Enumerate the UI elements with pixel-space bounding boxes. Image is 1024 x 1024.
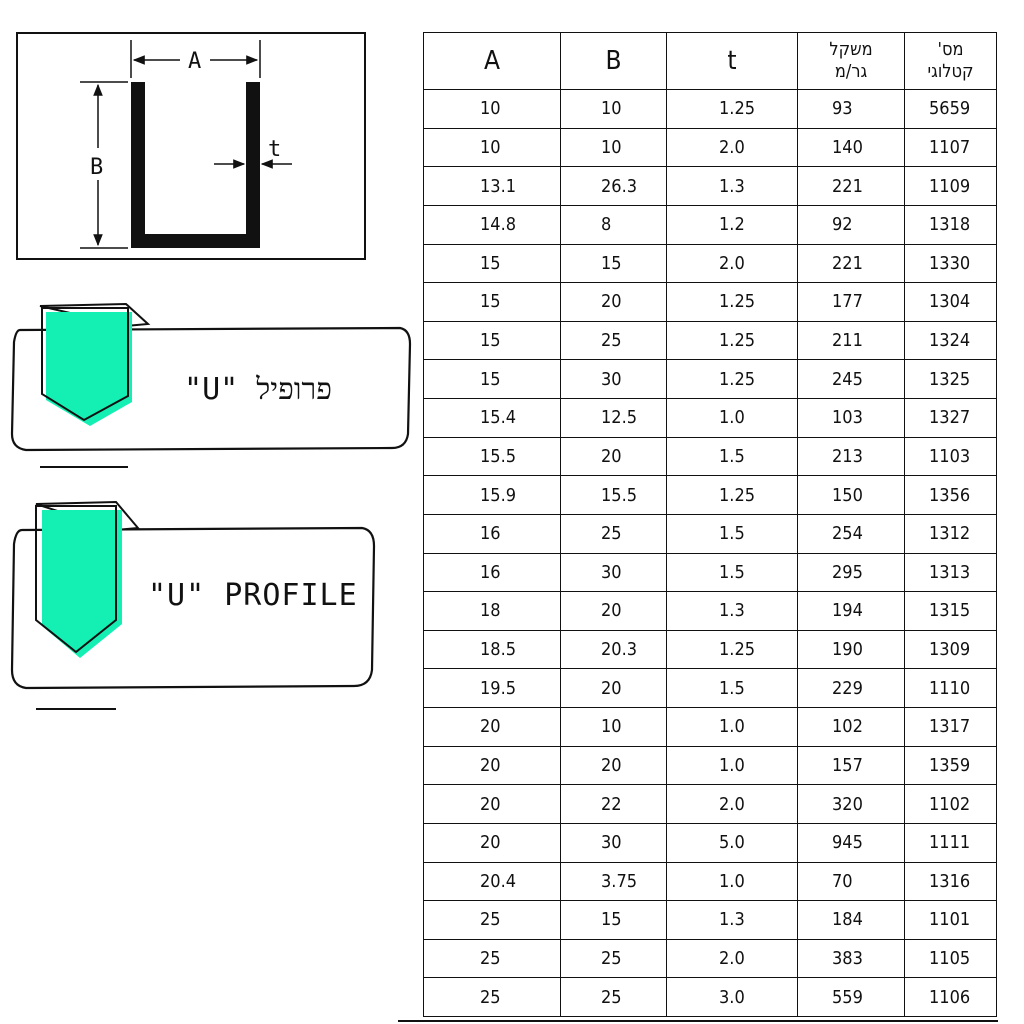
table-row <box>424 708 997 747</box>
cell-b: 30 <box>561 360 667 399</box>
table-row <box>424 399 997 438</box>
header-b: B <box>561 33 667 90</box>
english-title: "U" PROFILE <box>148 578 358 613</box>
table-row <box>424 321 997 360</box>
cell-t: 1.25 <box>667 360 798 399</box>
cell-weight: 221 <box>798 167 905 206</box>
table-row <box>424 167 997 206</box>
cell-catalog: 1109 <box>905 167 997 206</box>
cell-weight: 320 <box>798 785 905 824</box>
bottom-rule <box>398 1020 998 1022</box>
cell-a: 15 <box>424 283 561 322</box>
cell-catalog: 1107 <box>905 128 997 167</box>
cell-catalog: 1101 <box>905 901 997 940</box>
cell-a: 10 <box>424 128 561 167</box>
cell-a: 16 <box>424 514 561 553</box>
cell-b: 12.5 <box>561 399 667 438</box>
cell-catalog: 1324 <box>905 321 997 360</box>
cell-catalog: 1313 <box>905 553 997 592</box>
cell-b: 25 <box>561 321 667 360</box>
cell-catalog: 1102 <box>905 785 997 824</box>
cell-t: 1.2 <box>667 205 798 244</box>
cell-catalog: 1318 <box>905 205 997 244</box>
header-weight-line1: משקל <box>829 39 873 60</box>
cell-catalog: 1309 <box>905 630 997 669</box>
cell-catalog: 1327 <box>905 399 997 438</box>
table-body <box>424 90 997 1017</box>
cell-weight: 945 <box>798 823 905 862</box>
profile-diagram <box>16 32 366 260</box>
header-catalog-line2: קטלוגי <box>927 61 974 82</box>
cell-weight: 102 <box>798 708 905 747</box>
cell-t: 1.0 <box>667 708 798 747</box>
cell-t: 5.0 <box>667 823 798 862</box>
cell-b: 26.3 <box>561 167 667 206</box>
cell-a: 25 <box>424 978 561 1017</box>
hebrew-title-banner <box>8 300 418 470</box>
cell-b: 25 <box>561 978 667 1017</box>
cell-weight: 150 <box>798 476 905 515</box>
cell-a: 15.4 <box>424 399 561 438</box>
cell-weight: 229 <box>798 669 905 708</box>
cell-b: 25 <box>561 939 667 978</box>
header-catalog-line1: מס' <box>937 39 964 60</box>
cell-t: 2.0 <box>667 244 798 283</box>
cell-t: 1.5 <box>667 437 798 476</box>
cell-catalog: 1316 <box>905 862 997 901</box>
cell-b: 10 <box>561 90 667 129</box>
table-row <box>424 128 997 167</box>
table-row <box>424 360 997 399</box>
cell-weight: 184 <box>798 901 905 940</box>
u-profile-shape <box>131 82 260 248</box>
cell-a: 20.4 <box>424 862 561 901</box>
header-t: t <box>667 33 798 90</box>
cell-catalog: 1325 <box>905 360 997 399</box>
cell-weight: 140 <box>798 128 905 167</box>
table-row <box>424 553 997 592</box>
table-row <box>424 437 997 476</box>
profile-spec-table <box>423 32 997 1017</box>
cell-t: 1.3 <box>667 167 798 206</box>
cell-b: 30 <box>561 553 667 592</box>
cell-weight: 190 <box>798 630 905 669</box>
table-row <box>424 939 997 978</box>
cell-b: 22 <box>561 785 667 824</box>
cell-t: 1.25 <box>667 476 798 515</box>
cell-t: 1.5 <box>667 669 798 708</box>
cell-a: 25 <box>424 939 561 978</box>
cell-catalog: 1317 <box>905 708 997 747</box>
cell-b: 15 <box>561 244 667 283</box>
cell-t: 2.0 <box>667 785 798 824</box>
cell-t: 3.0 <box>667 978 798 1017</box>
table-row <box>424 244 997 283</box>
table-row <box>424 785 997 824</box>
cell-b: 20 <box>561 669 667 708</box>
cell-t: 1.0 <box>667 862 798 901</box>
table-row <box>424 514 997 553</box>
cell-weight: 245 <box>798 360 905 399</box>
table-row <box>424 901 997 940</box>
cell-weight: 213 <box>798 437 905 476</box>
english-title-banner <box>8 498 380 710</box>
cell-catalog: 5659 <box>905 90 997 129</box>
cell-a: 20 <box>424 746 561 785</box>
cell-t: 2.0 <box>667 939 798 978</box>
table-row <box>424 823 997 862</box>
table-header-row <box>424 33 997 90</box>
cell-a: 15 <box>424 244 561 283</box>
cell-a: 14.8 <box>424 205 561 244</box>
cell-b: 20 <box>561 437 667 476</box>
cell-a: 20 <box>424 708 561 747</box>
cell-catalog: 1111 <box>905 823 997 862</box>
divider <box>40 466 128 468</box>
cell-b: 20 <box>561 283 667 322</box>
cell-weight: 559 <box>798 978 905 1017</box>
table-row <box>424 862 997 901</box>
cell-t: 1.0 <box>667 746 798 785</box>
cell-weight: 211 <box>798 321 905 360</box>
header-weight <box>798 33 905 90</box>
cell-a: 18 <box>424 592 561 631</box>
table-row <box>424 476 997 515</box>
cell-weight: 221 <box>798 244 905 283</box>
cell-weight: 254 <box>798 514 905 553</box>
cell-catalog: 1304 <box>905 283 997 322</box>
dimension-a-label: A <box>188 49 202 74</box>
cell-a: 10 <box>424 90 561 129</box>
cell-a: 20 <box>424 785 561 824</box>
cell-a: 20 <box>424 823 561 862</box>
cell-a: 13.1 <box>424 167 561 206</box>
cell-catalog: 1103 <box>905 437 997 476</box>
cell-catalog: 1110 <box>905 669 997 708</box>
cell-catalog: 1330 <box>905 244 997 283</box>
table-row <box>424 592 997 631</box>
cell-a: 15.5 <box>424 437 561 476</box>
cell-weight: 103 <box>798 399 905 438</box>
hebrew-title: פרופיל "U" <box>184 372 332 407</box>
cell-a: 19.5 <box>424 669 561 708</box>
cell-a: 15 <box>424 360 561 399</box>
cell-t: 2.0 <box>667 128 798 167</box>
cell-t: 1.5 <box>667 553 798 592</box>
cell-weight: 295 <box>798 553 905 592</box>
cell-a: 16 <box>424 553 561 592</box>
cell-weight: 194 <box>798 592 905 631</box>
cell-t: 1.3 <box>667 901 798 940</box>
cell-b: 10 <box>561 708 667 747</box>
cell-t: 1.25 <box>667 283 798 322</box>
cell-b: 10 <box>561 128 667 167</box>
table-row <box>424 978 997 1017</box>
divider-2 <box>36 708 116 710</box>
cell-t: 1.25 <box>667 90 798 129</box>
dimension-b-label: B <box>90 155 104 180</box>
cell-a: 15.9 <box>424 476 561 515</box>
cell-a: 15 <box>424 321 561 360</box>
cell-weight: 70 <box>798 862 905 901</box>
dimension-t-label: t <box>268 137 282 162</box>
table-row <box>424 90 997 129</box>
cell-weight: 177 <box>798 283 905 322</box>
cell-weight: 157 <box>798 746 905 785</box>
cell-catalog: 1315 <box>905 592 997 631</box>
cell-catalog: 1312 <box>905 514 997 553</box>
table-row <box>424 630 997 669</box>
cell-a: 18.5 <box>424 630 561 669</box>
cell-t: 1.0 <box>667 399 798 438</box>
table-row <box>424 669 997 708</box>
cell-t: 1.25 <box>667 630 798 669</box>
cell-b: 20 <box>561 746 667 785</box>
table-row <box>424 283 997 322</box>
cell-t: 1.25 <box>667 321 798 360</box>
cell-weight: 92 <box>798 205 905 244</box>
cell-a: 25 <box>424 901 561 940</box>
cell-catalog: 1359 <box>905 746 997 785</box>
cell-t: 1.3 <box>667 592 798 631</box>
cell-b: 30 <box>561 823 667 862</box>
cell-b: 25 <box>561 514 667 553</box>
cell-b: 20.3 <box>561 630 667 669</box>
cell-b: 15.5 <box>561 476 667 515</box>
header-catalog <box>905 33 997 90</box>
cell-weight: 93 <box>798 90 905 129</box>
header-weight-line2: גר/מ <box>834 61 868 82</box>
cell-catalog: 1356 <box>905 476 997 515</box>
cell-b: 15 <box>561 901 667 940</box>
cell-catalog: 1106 <box>905 978 997 1017</box>
cell-b: 3.75 <box>561 862 667 901</box>
table-row <box>424 746 997 785</box>
u-profile-drawing <box>18 34 368 262</box>
cell-catalog: 1105 <box>905 939 997 978</box>
cell-t: 1.5 <box>667 514 798 553</box>
cell-b: 20 <box>561 592 667 631</box>
table-row <box>424 205 997 244</box>
cell-b: 8 <box>561 205 667 244</box>
header-a: A <box>424 33 561 90</box>
cell-weight: 383 <box>798 939 905 978</box>
